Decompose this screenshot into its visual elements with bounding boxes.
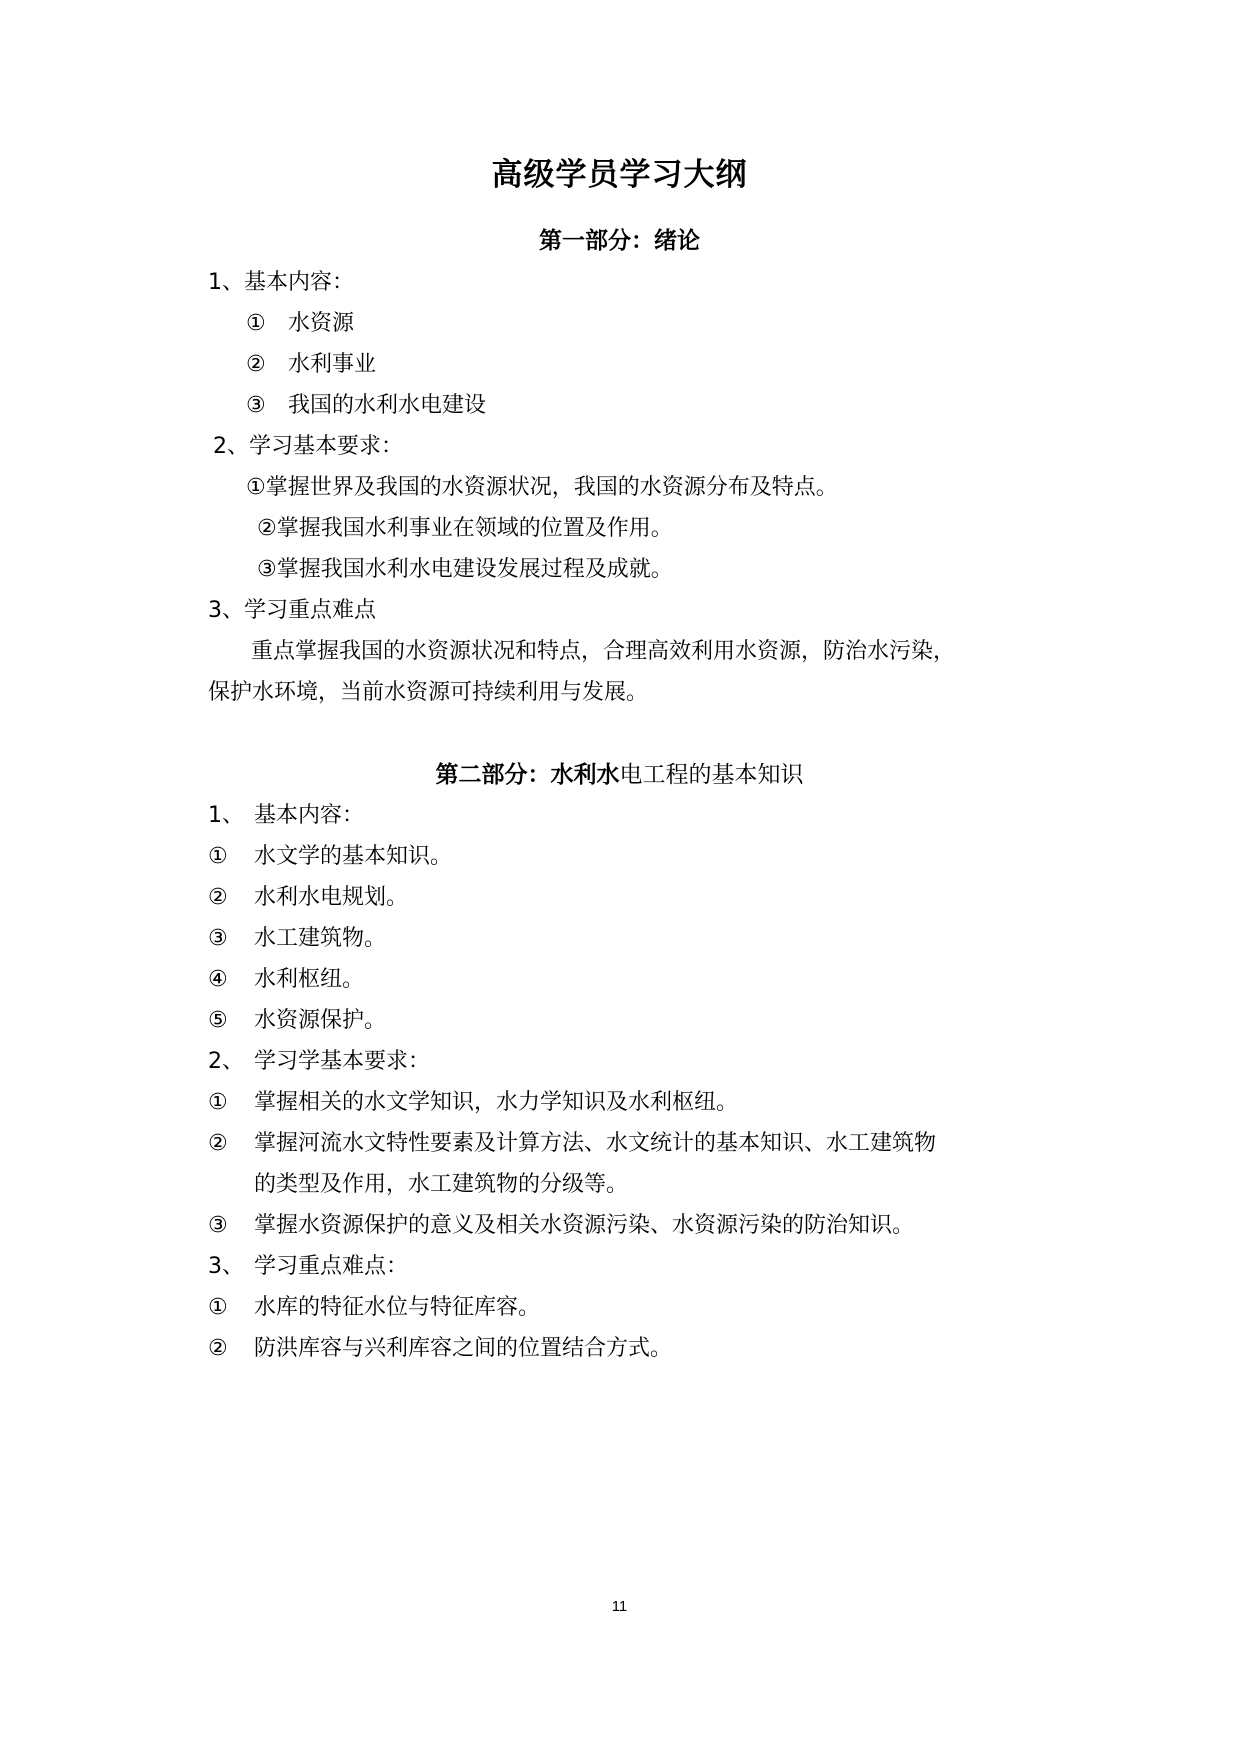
list-marker: ②: [208, 1131, 228, 1156]
list-item-text: 水文学的基本知识。: [254, 844, 453, 869]
part1-requirement-3: ③掌握我国水利水电建设发展过程及成就。: [257, 557, 673, 582]
list-item-text: 掌握相关的水文学知识，水力学知识及水利枢纽。: [254, 1090, 739, 1115]
part1-requirement-2: ②掌握我国水利事业在领域的位置及作用。: [257, 516, 673, 541]
section-number: 2、: [208, 1049, 244, 1074]
list-marker: ④: [208, 967, 228, 992]
part2-key-point-1: [208, 1293, 540, 1323]
part2-content-item-3: [208, 924, 386, 954]
list-item-text: 水资源保护。: [254, 1008, 387, 1033]
section-label: 学习学基本要求：: [254, 1049, 431, 1074]
list-marker: ①: [246, 311, 266, 336]
part2-requirement-2-continuation: 的类型及作用，水工建筑物的分级等。: [254, 1172, 629, 1197]
list-item-text: 水利水电规划。: [254, 885, 409, 910]
list-item-text: 水利枢纽。: [254, 967, 365, 992]
part2-section1-label: [208, 801, 364, 831]
part2-content-item-5: [208, 1006, 386, 1036]
list-item-text: 水库的特征水位与特征库容。: [254, 1295, 541, 1320]
part2-heading-normal: 电工程的基本知识: [619, 762, 804, 788]
part1-content-item-2: [246, 350, 376, 380]
part1-content-item-3: [246, 391, 486, 421]
section-number: 1、: [208, 803, 244, 828]
part1-section2-label: 2、学习基本要求：: [213, 434, 403, 459]
part1-section3-label: 3、学习重点难点: [208, 598, 376, 623]
part2-content-item-4: [208, 965, 364, 995]
page-title: 高级学员学习大纲: [491, 157, 748, 193]
part2-section3-label: [208, 1252, 408, 1282]
list-item-text: 水工建筑物。: [254, 926, 387, 951]
list-item-text: 防洪库容与兴利库容之间的位置结合方式。: [254, 1336, 673, 1361]
list-item-text: 水利事业: [288, 352, 377, 377]
part1-requirement-1: ①掌握世界及我国的水资源状况，我国的水资源分布及特点。: [246, 475, 838, 500]
part2-section2-label: [208, 1047, 430, 1077]
part2-heading: [0, 760, 1239, 790]
part2-heading-bold: 第二部分：水利水: [435, 762, 620, 788]
list-marker: ①: [208, 1295, 228, 1320]
list-marker: ②: [246, 352, 266, 377]
page-number: 11: [611, 1598, 628, 1615]
part1-heading: 第一部分：绪论: [539, 228, 700, 254]
part1-key-points-line-2: 保护水环境，当前水资源可持续利用与发展。: [208, 680, 649, 705]
list-marker: ⑤: [208, 1008, 228, 1033]
part1-key-points-line-1: 重点掌握我国的水资源状况和特点，合理高效利用水资源，防治水污染，: [251, 639, 956, 664]
list-marker: ③: [208, 926, 228, 951]
list-marker: ③: [246, 393, 266, 418]
part1-section1-label: 1、基本内容：: [208, 270, 354, 295]
list-item-text: 水资源: [288, 311, 355, 336]
list-marker: ③: [208, 1213, 228, 1238]
list-marker: ②: [208, 885, 228, 910]
part2-key-point-2: [208, 1334, 672, 1364]
part1-content-item-1: [246, 309, 354, 339]
section-label: 基本内容：: [254, 803, 365, 828]
section-label: 学习重点难点：: [254, 1254, 409, 1279]
part2-requirement-2: [208, 1129, 936, 1159]
part2-requirement-3: [208, 1211, 914, 1241]
list-item-text: 掌握河流水文特性要素及计算方法、水文统计的基本知识、水工建筑物: [254, 1131, 937, 1156]
part2-requirement-1: [208, 1088, 738, 1118]
part2-content-item-2: [208, 883, 408, 913]
list-item-text: 掌握水资源保护的意义及相关水资源污染、水资源污染的防治知识。: [254, 1213, 915, 1238]
list-item-text: 我国的水利水电建设: [288, 393, 487, 418]
part2-content-item-1: [208, 842, 452, 872]
list-marker: ①: [208, 844, 228, 869]
section-number: 3、: [208, 1254, 244, 1279]
list-marker: ②: [208, 1336, 228, 1361]
list-marker: ①: [208, 1090, 228, 1115]
